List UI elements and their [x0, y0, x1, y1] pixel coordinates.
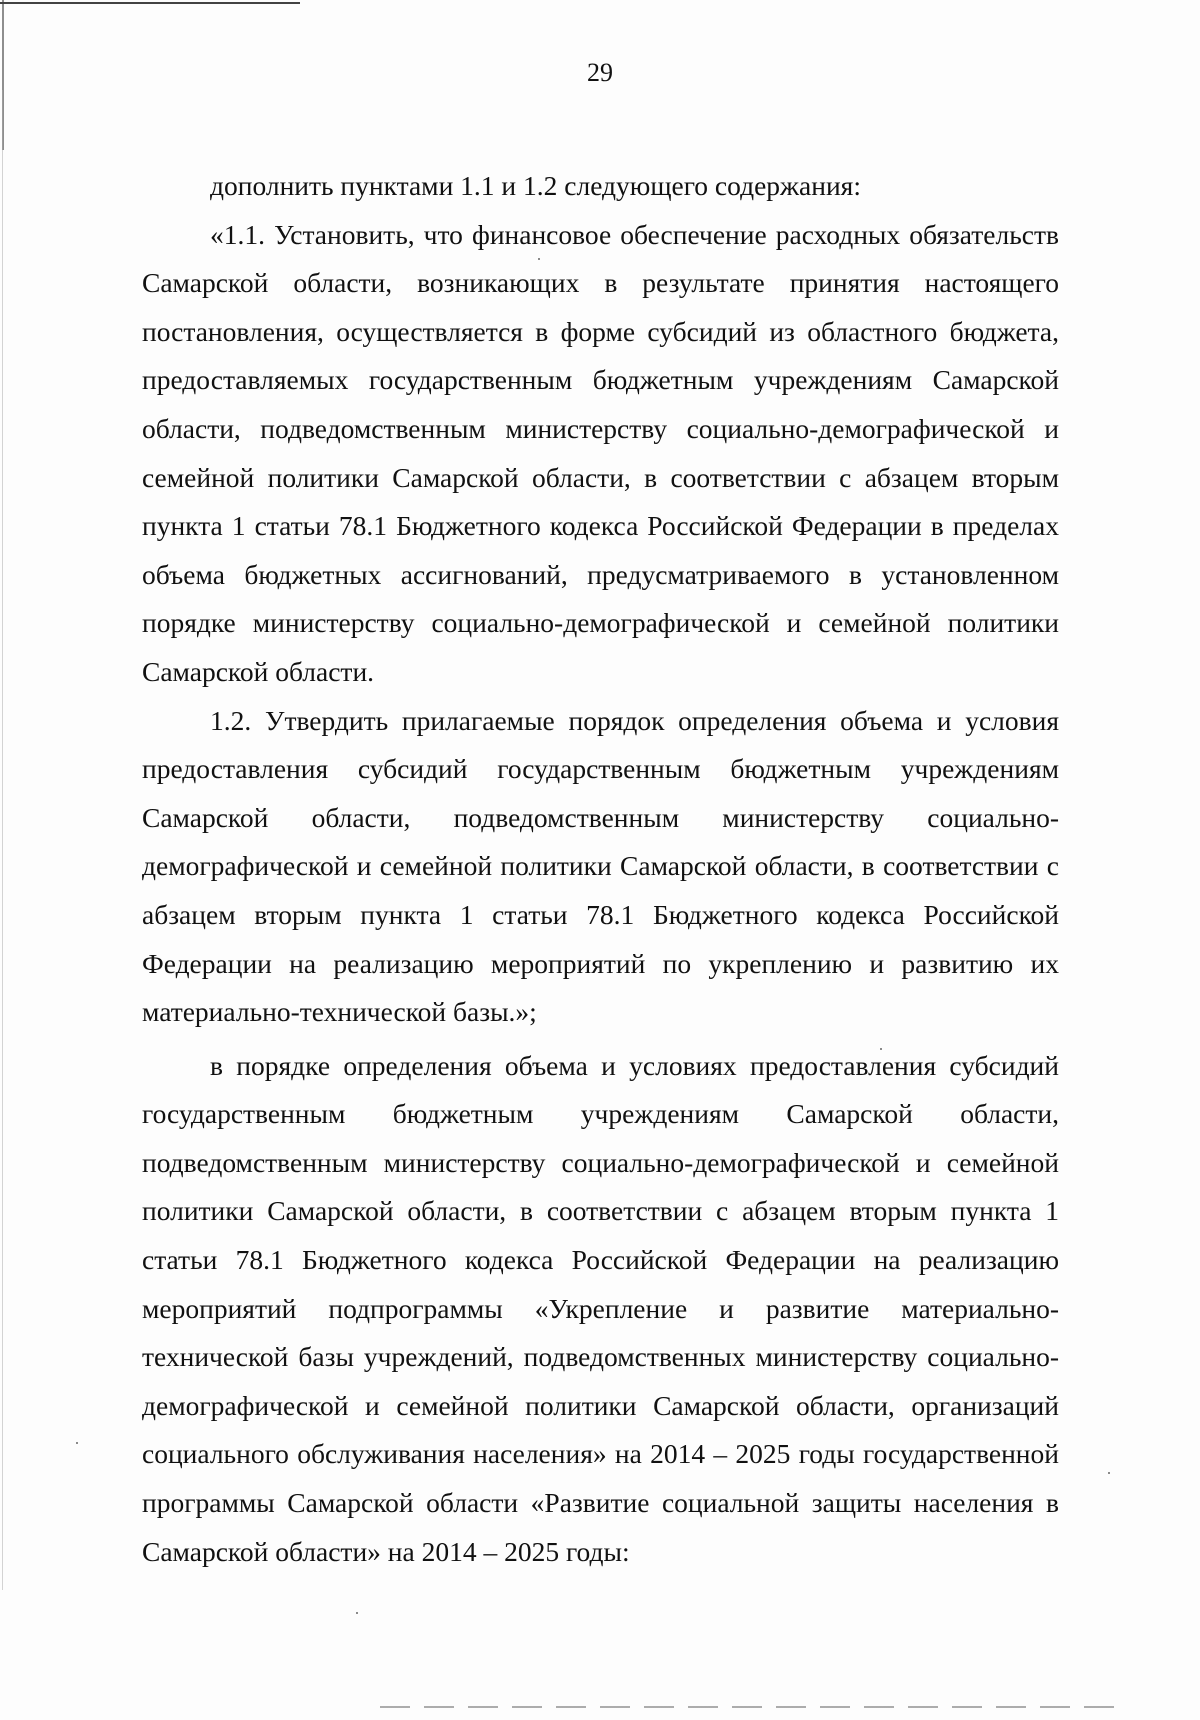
scan-artifact-top-edge: [0, 2, 300, 4]
scan-artifact-bottom-edge: [380, 1706, 1120, 1708]
paragraph-intro: дополнить пунктами 1.1 и 1.2 следующего содержания:: [210, 170, 861, 201]
scan-speck: [538, 258, 540, 260]
scan-speck: [76, 1442, 78, 1444]
scan-speck: [1108, 1472, 1110, 1474]
page-number: 29: [587, 58, 613, 87]
scan-artifact-left-border: [2, 90, 3, 1590]
paragraph-item-1-2: 1.2. Утвердить прилагаемые порядок определения объема и условия предоставления субсидий государственным бюджетным учреждениям Самарской области, подведомственным министерству социально-демографической и семейной политики Самарской области, в соответствии с абзацем вторым пункта 1 статьи 78.1 Бюджетного кодекса Российской Федерации на реализацию мероприятий по укреплению и развитию их материально-технической базы.»;: [142, 704, 1059, 1028]
scan-speck: [356, 1612, 358, 1614]
paragraph-item-1-1: «1.1. Установить, что финансовое обеспечение расходных обязательств Самарской области, возникающих в результате принятия настоящего постановления, осуществляется в форме субсидий из областного бюджета, предоставляемых государственным бюджетным учреждениям Самарской области, подведомственным министерству социально-демографической и семейной политики Самарской области, в соответствии с абзацем вторым пункта 1 статьи 78.1 Бюджетного кодекса Российской Федерации в пределах объема бюджетных ассигнований, предусматриваемого в установленном порядке министерству социально-демографической и семейной политики Самарской области.: [142, 218, 1059, 687]
paragraph-procedure: в порядке определения объема и условиях предоставления субсидий государственным бюджетным учреждениям Самарской области, подведомственным министерству социально-демографической и семейной политики Самарской области, в соответствии с абзацем вторым пункта 1 статьи 78.1 Бюджетного кодекса Российской Федерации на реализацию мероприятий подпрограммы «Укрепление и развитие материально-технической базы учреждений, подведомственных министерству социально-демографической и семейной политики Самарской области, организаций социального обслуживания населения» на 2014 – 2025 годы государственной программы Самарской области «Развитие социальной защиты населения в Самарской области» на 2014 – 2025 годы:: [142, 1049, 1059, 1567]
document-body: [142, 162, 1059, 1576]
scan-speck: [880, 1048, 882, 1050]
